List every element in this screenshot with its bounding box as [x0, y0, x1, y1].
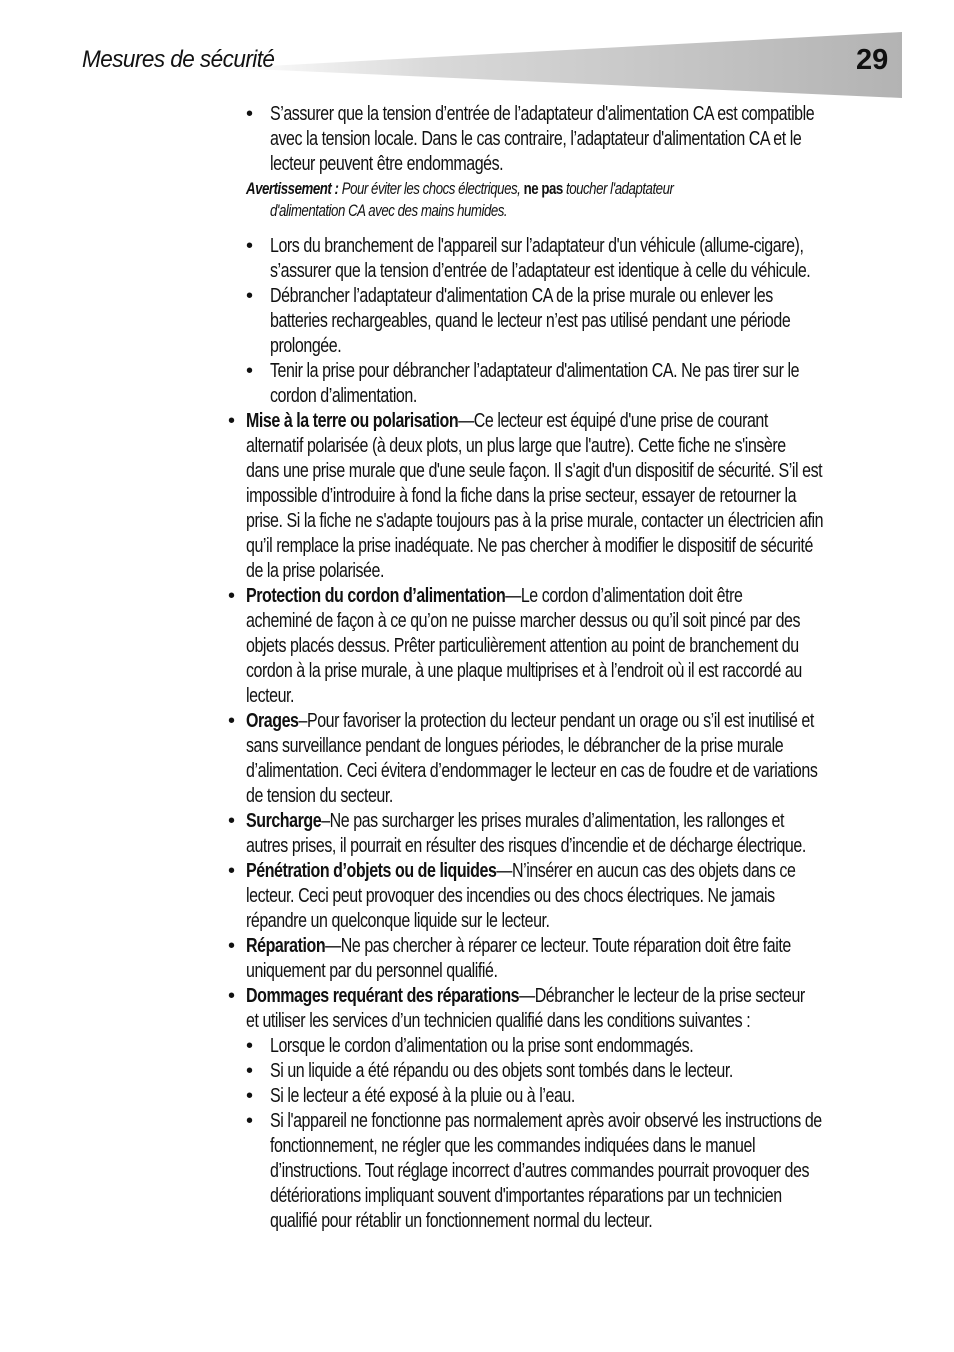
main-item-line [246, 834, 806, 859]
main-item-line [246, 759, 817, 784]
sub-bottom-line [270, 1184, 782, 1209]
text-run: cordon d’alimentation. [270, 385, 417, 407]
text-run: dans une prise murale que d'une seule façon. Il s'agit d'un dispositif de sécurité. S’il est [246, 460, 823, 482]
main-bullet-5: • [228, 935, 236, 957]
bullet-title: Orages [246, 710, 299, 732]
text-run: –Ne pas surcharger les prises murales d’alimentation, les rallonges et [321, 810, 784, 832]
main-item-line [246, 584, 742, 609]
main-item-line [246, 709, 814, 734]
text-run: lecteur peuvent être endommagés. [270, 153, 504, 175]
main-item-line [246, 459, 822, 484]
sub-top-bullet-0: • [246, 103, 254, 125]
text-run: s’assurer que la tension d’entrée de l’adaptateur est identique à celle du véhicule. [270, 260, 811, 282]
text-run: qualifié pour rétablir un fonctionnement normal du lecteur. [270, 1210, 653, 1232]
main-item-line [246, 909, 550, 934]
text-run: répandre un quelconque liquide sur le lecteur. [246, 910, 550, 932]
warning-label: Avertissement : [246, 179, 339, 198]
sub-bottom-line [270, 1034, 693, 1059]
sub-mid-line [270, 334, 341, 359]
text-run: autres prises, il pourrait en résulter des risques d’incendie et de décharge électrique. [246, 835, 806, 857]
main-item-line [246, 509, 823, 534]
bullet-title: Pénétration d’objets ou de liquides [246, 860, 497, 882]
text-run: —Ce lecteur est équipé d'une prise de courant [458, 410, 768, 432]
main-item-line [246, 409, 768, 434]
text-run: —N’insérer en aucun cas des objets dans ce [496, 860, 796, 882]
sub-bottom-line [270, 1084, 575, 1109]
sub-bottom-line [270, 1059, 733, 1084]
warning-note [246, 178, 673, 200]
main-item-line [246, 559, 384, 584]
text-run: S’assurer que la tension d’entrée de l’adaptateur d'alimentation CA est compatible [270, 103, 815, 125]
sub-mid-line [270, 259, 810, 284]
main-item-line [246, 434, 786, 459]
section-title: Mesures de sécurité [82, 46, 275, 73]
main-item-line [246, 684, 294, 709]
sub-mid-line [270, 234, 803, 259]
text-run: prise. Si la fiche ne s'adapte toujours pas à la prise murale, contacter un électricien afin [246, 510, 824, 532]
text-run: qu’il remplace la prise inadéquate. Ne pas chercher à modifier le dispositif de sécurité [246, 535, 813, 557]
text-run: prolongée. [270, 335, 342, 357]
sub-mid-line [270, 284, 773, 309]
text-run: avec la tension locale. Dans le cas contraire, l’adaptateur d'alimentation CA et le [270, 128, 802, 150]
text-run: fonctionnement, ne régler que les commandes indiquées dans le manuel [270, 1135, 756, 1157]
text-run: Si le lecteur a été exposé à la pluie ou à l’eau. [270, 1085, 575, 1107]
bullet-title: Surcharge [246, 810, 322, 832]
main-item-line [246, 809, 784, 834]
text-run: cordon à la prise murale, à une plaque multiprises et à l’endroit où il est raccordé au [246, 660, 802, 682]
text-run: alternatif polarisée (à deux plots, un plus large que l'autre). Cette fiche ne s'insère [246, 435, 786, 457]
main-item-line [246, 634, 799, 659]
text-run: lecteur. Ceci peut provoquer des incendies ou des chocs électriques. Ne jamais [246, 885, 775, 907]
sub-bottom-bullet-2: • [246, 1085, 254, 1107]
text-run: de la prise polarisée. [246, 560, 384, 582]
sub-mid-bullet-2: • [246, 360, 254, 382]
warning-text: toucher l'adaptateur [562, 179, 674, 198]
text-run: d’alimentation. Ceci évitera d’endommager le lecteur en cas de foudre et de variations [246, 760, 818, 782]
text-run: Tenir la prise pour débrancher l’adaptateur d'alimentation CA. Ne pas tirer sur le [270, 360, 800, 382]
sub-bottom-line [270, 1109, 822, 1134]
main-bullet-4: • [228, 860, 236, 882]
sub-top-line [270, 102, 814, 127]
text-run: lecteur. [246, 685, 295, 707]
sub-mid-bullet-1: • [246, 285, 254, 307]
bullet-title: Protection du cordon d’alimentation [246, 585, 506, 607]
text-run: Débrancher l’adaptateur d'alimentation CA de la prise murale ou enlever les [270, 285, 773, 307]
text-run: batteries rechargeables, quand le lecteur n’est pas utilisé pendant une période [270, 310, 791, 332]
sub-bottom-line [270, 1134, 755, 1159]
main-bullet-3: • [228, 810, 236, 832]
sub-mid-bullet-0: • [246, 235, 254, 257]
sub-top-line [270, 152, 503, 177]
main-item-line [246, 959, 497, 984]
warning-note-line: d'alimentation CA avec des mains humides. [270, 201, 508, 220]
bullet-title: Dommages requérant des réparations [246, 985, 520, 1007]
main-item-line [246, 534, 813, 559]
text-run: —Le cordon d’alimentation doit être [505, 585, 743, 607]
text-run: –Pour favoriser la protection du lecteur pendant un orage ou s’il est inutilisé et [298, 710, 814, 732]
sub-bottom-bullet-3: • [246, 1110, 254, 1132]
sub-bottom-bullet-0: • [246, 1035, 254, 1057]
main-item-line [246, 784, 393, 809]
sub-bottom-line [270, 1159, 809, 1184]
text-run: Si l'appareil ne fonctionne pas normalement après avoir observé les instructions de [270, 1110, 822, 1132]
text-run: uniquement par du personnel qualifié. [246, 960, 498, 982]
text-run: Lorsque le cordon d’alimentation ou la prise sont endommagés. [270, 1035, 694, 1057]
sub-top-line [270, 127, 801, 152]
main-item-line [246, 884, 775, 909]
text-run: et utiliser les services d’un technicien qualifié dans les conditions suivantes : [246, 1010, 751, 1032]
text-run: détériorations impliquant souvent d'importantes réparations par un technicien [270, 1185, 782, 1207]
bullet-title: Mise à la terre ou polarisation [246, 410, 459, 432]
page-header [0, 30, 954, 100]
text-run: —Ne pas chercher à réparer ce lecteur. Toute réparation doit être faite [325, 935, 791, 957]
sub-mid-line [270, 359, 799, 384]
main-bullet-0: • [228, 410, 236, 432]
main-bullet-2: • [228, 710, 236, 732]
main-item-line [246, 734, 783, 759]
warning-text: Pour éviter les chocs électriques, [338, 179, 524, 198]
text-run: acheminé de façon à ce qu’on ne puisse marcher dessus ou qu’il soit pincé par des [246, 610, 801, 632]
main-item-line [246, 934, 791, 959]
bullet-title: Réparation [246, 935, 326, 957]
main-item-line [246, 1009, 750, 1034]
warning-emphasis: ne pas [523, 179, 563, 198]
text-run: —Débrancher le lecteur de la prise secteur [519, 985, 805, 1007]
main-item-line [246, 984, 805, 1009]
main-item-line [246, 859, 795, 884]
text-run: sans surveillance pendant de longues périodes, le débrancher de la prise murale [246, 735, 784, 757]
sub-bottom-line [270, 1209, 652, 1234]
page-number: 29 [856, 44, 889, 76]
text-run: impossible d’introduire à fond la fiche dans la prise secteur, essayer de retourner la [246, 485, 797, 507]
text-run: Si un liquide a été répandu ou des objets sont tombés dans le lecteur. [270, 1060, 733, 1082]
main-item-line [246, 609, 800, 634]
main-item-line [246, 484, 796, 509]
main-item-line [246, 659, 802, 684]
main-bullet-1: • [228, 585, 236, 607]
text-run: Lors du branchement de l'appareil sur l’adaptateur d'un véhicule (allume-cigare), [270, 235, 804, 257]
sub-mid-line [270, 384, 417, 409]
main-bullet-6: • [228, 985, 236, 1007]
text-run: de tension du secteur. [246, 785, 393, 807]
text-run: objets placés dessus. Prêter particulièrement attention au point de branchement du [246, 635, 799, 657]
text-run: d’instructions. Tout réglage incorrect d’autres commandes pourrait provoquer des [270, 1160, 810, 1182]
sub-mid-line [270, 309, 790, 334]
sub-bottom-bullet-1: • [246, 1060, 254, 1082]
